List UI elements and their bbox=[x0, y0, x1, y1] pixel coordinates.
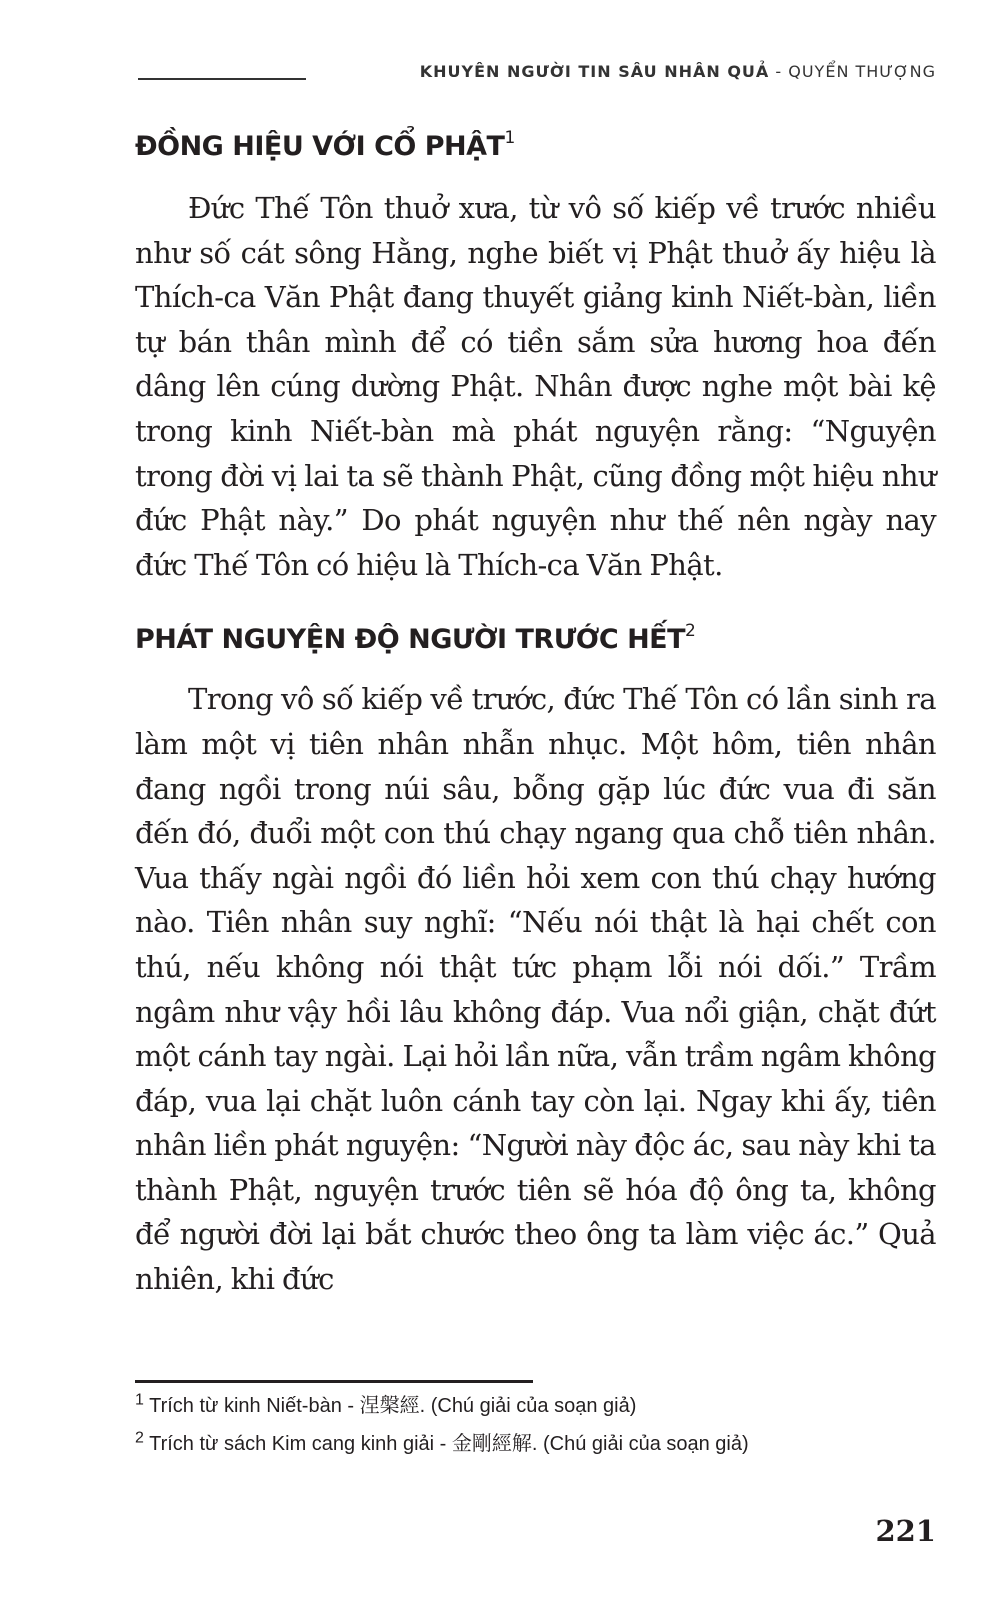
footnote-ref-2: 2 bbox=[685, 621, 696, 642]
section-body-2: Trong vô số kiếp về trước, đức Thế Tôn có lần sinh ra làm một vị tiên nhân nhẫn nhục. Một hôm, tiên nhân đang ngồi trong núi sâu, bỗng gặp lúc đức vua đi săn đến đó, đuổi một con thú chạy ngang qua chỗ tiên nhân. Vua thấy ngài ngồi đó liền hỏi xem con thú chạy hướng nào. Tiên nhân suy nghĩ: “Nếu nói thật là hại chết con thú, nếu không nói thật tức phạm lỗi nói dối.” Trầm ngâm như vậy hồi lâu không đáp. Vua nổi giận, chặt đứt một cánh tay ngài. Lại hỏi lần nữa, vẫn trầm ngâm không đáp, vua lại chặt luôn cánh tay còn lại. Ngay khi ấy, tiên nhân liền phát nguyện: “Người này độc ác, sau này khi ta thành Phật, nguyện trước tiên sẽ hóa độ ông ta, không để người đời lại bắt chước theo ông ta làm việc ác.” Quả nhiên, khi đức bbox=[135, 682, 936, 1297]
page-number: 221 bbox=[875, 1514, 936, 1548]
footnote-1-text: Trích từ kinh Niết-bàn - 涅槃經. (Chú giải của soạn giả) bbox=[149, 1395, 637, 1417]
section-heading-2-text: PHÁT NGUYỆN ĐỘ NGƯỜI TRƯỚC HẾT bbox=[135, 624, 686, 656]
book-title: KHUYÊN NGƯỜI TIN SÂU NHÂN QUẢ bbox=[419, 62, 770, 81]
header-rule bbox=[138, 78, 306, 80]
running-header bbox=[138, 62, 936, 86]
footnote-rule bbox=[135, 1380, 533, 1383]
footnote-2-num: 2 bbox=[135, 1429, 144, 1447]
header-text bbox=[420, 62, 936, 81]
section-heading-1 bbox=[135, 130, 936, 162]
section-heading-2 bbox=[135, 623, 936, 655]
footnotes bbox=[135, 1380, 749, 1463]
header-separator: - bbox=[769, 62, 789, 81]
footnote-ref-1: 1 bbox=[504, 128, 515, 148]
section-body-1: Đức Thế Tôn thuở xưa, từ vô số kiếp về trước nhiều như số cát sông Hằng, nghe biết vị Phật thuở ấy hiệu là Thích-ca Văn Phật đang thuyết giảng kinh Niết-bàn, liền tự bán thân mình để có tiền sắm sửa hương hoa đến dâng lên cúng dường Phật. Nhân được nghe một bài kệ trong kinh Niết-bàn mà phát nguyện rằng: “Nguyện trong đời vị lai ta sẽ thành Phật, cũng đồng một hiệu như đức Phật này.” Do phát nguyện như thế nên ngày nay đức Thế Tôn có hiệu là Thích-ca Văn Phật. bbox=[135, 191, 936, 582]
footnote-2 bbox=[135, 1425, 749, 1463]
page-content bbox=[135, 130, 936, 1302]
footnote-1 bbox=[135, 1387, 749, 1425]
book-volume: QUYỂN THƯỢNG bbox=[788, 62, 936, 81]
section-heading-1-text: ĐỒNG HIỆU VỚI CỔ PHẬT bbox=[135, 131, 505, 162]
footnote-2-text: Trích từ sách Kim cang kinh giải - 金剛經解. (Chú giải của soạn giả) bbox=[149, 1433, 749, 1455]
footnote-1-num: 1 bbox=[135, 1391, 144, 1409]
